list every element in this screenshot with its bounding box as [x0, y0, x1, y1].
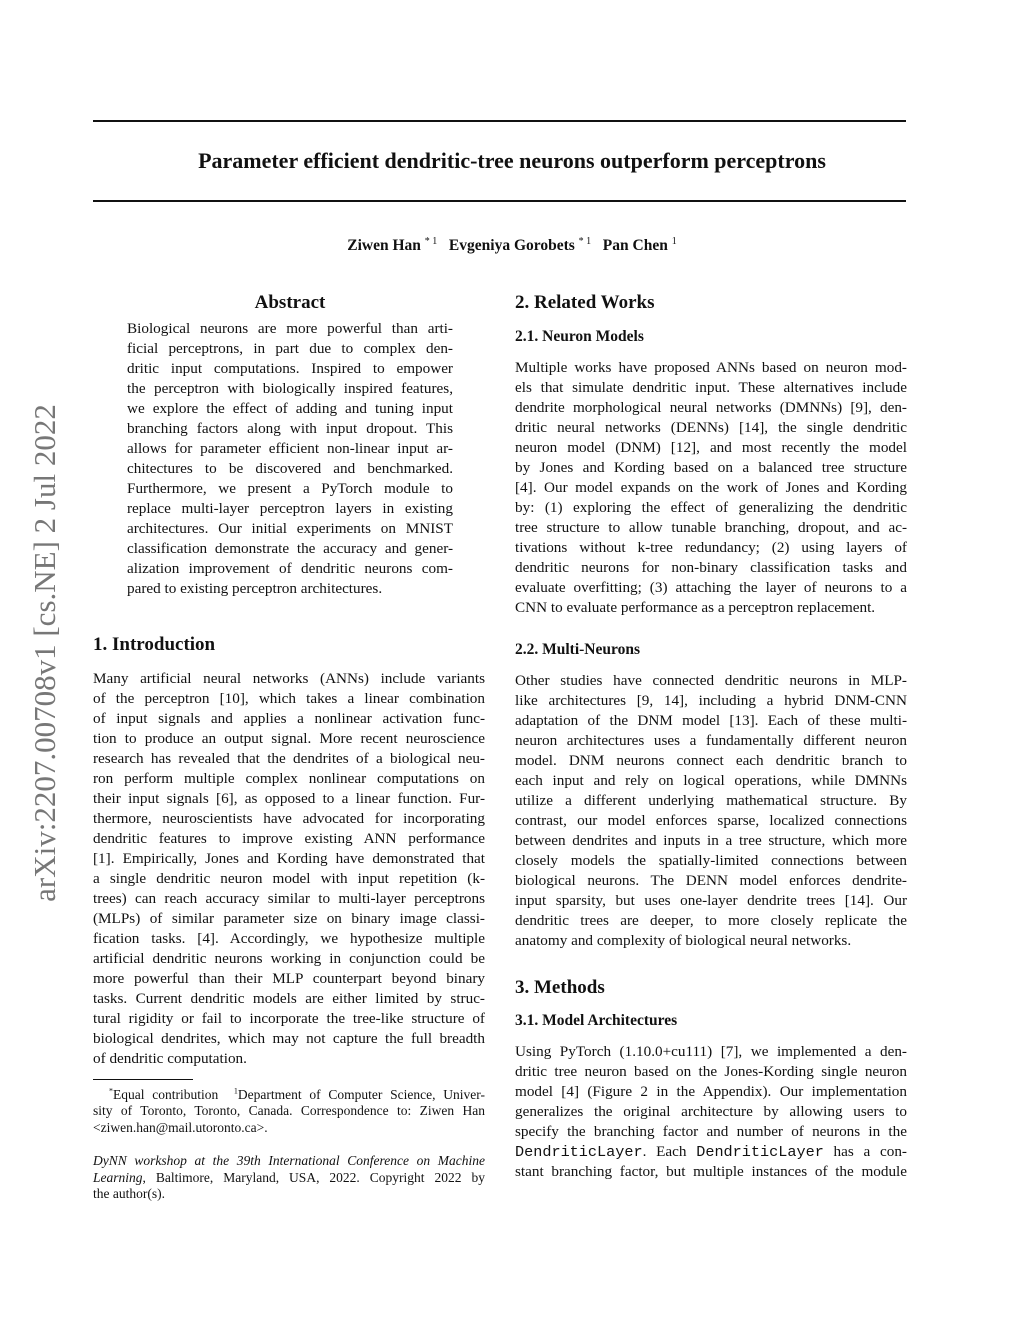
model-architectures-heading: 3.1. Model Architectures: [515, 1012, 678, 1029]
text-line: between dendrites and inputs in a tree structure, which more: [515, 832, 907, 849]
text-line: tion to produce an output signal. More recent neuroscience: [93, 730, 485, 747]
author-list: Ziwen Han $^{* 1}$ Evgeniya Gorobets $^{* 1}$ Pan Chen $^1$: [347, 236, 677, 255]
text-line: generalizes the original architecture by allowing users to: [515, 1103, 907, 1120]
text-line: of input signals and applies a nonlinear activation func-: [93, 710, 485, 727]
text-line: contrast, our model enforces sparse, localized connections: [515, 812, 907, 829]
neuron-models-text: [515, 358, 907, 618]
text-line: architectures. Our initial experiments on MNIST: [127, 520, 453, 537]
text-line: by Jones and Kording based on a balanced tree structure: [515, 459, 907, 476]
text-line: model [4] (Figure 2 in the Appendix). Our implementation: [515, 1083, 907, 1100]
text-line: branching factors along with input dropout. This: [127, 420, 453, 437]
text-line: neuron architectures uses a fundamentally different neuron: [515, 732, 907, 749]
text-line: (MLPs) of similar parameter size on binary image classi-: [93, 910, 485, 927]
text-line: by: (1) exploring the effect of generalizing the dendritic: [515, 499, 907, 516]
text-line: the perceptron with biologically inspired features,: [127, 380, 453, 397]
text-line: neuron model (DNM) [12], and most recently the model: [515, 439, 907, 456]
introduction-heading: 1. Introduction: [93, 634, 216, 655]
multi-neurons-text: [515, 671, 907, 951]
author-name: Ziwen Han: [347, 237, 421, 255]
text-line: pared to existing perceptron architectures.: [127, 580, 383, 597]
text-line: Multiple works have proposed ANNs based on neuron mod-: [515, 359, 907, 376]
text-line: CNN to evaluate performance as a perceptron replacement.: [515, 599, 876, 616]
text-line: specify the branching factor and number of neurons in the: [515, 1123, 907, 1140]
text-line: els that simulate dendritic input. These alternatives include: [515, 379, 907, 396]
text-line: [4]. Our model expands on the work of Jones and Kording: [515, 479, 907, 496]
author-name: Evgeniya Gorobets: [448, 237, 575, 255]
text-line: ficial perceptrons, in part due to complex den-: [127, 340, 453, 357]
text-line: Many artificial neural networks (ANNs) include variants: [93, 670, 485, 687]
text-line: of dendritic computation.: [93, 1050, 247, 1067]
text-line: thermore, neuroscientists have advocated for incorporating: [93, 810, 485, 827]
text-line: model. DNM neurons connect each dendritic branch to: [515, 752, 907, 769]
text-line: biological dendrites, which may not capture the full breadth: [93, 1030, 485, 1047]
text-line: tasks. Current dendritic models are either limited by struc-: [93, 990, 485, 1007]
abstract-text: [127, 319, 453, 599]
text-line: closely models the spatially-limited connections between: [515, 852, 907, 869]
text-line: of the perceptron [10], which takes a linear combination: [93, 690, 485, 707]
text-line: alization improvement of dendritic neurons com-: [127, 560, 453, 577]
title-bottom-rule: [93, 200, 906, 202]
text-line: dritic input computations. Inspired to empower: [127, 360, 453, 377]
text-line: trees) can reach accuracy similar to multi-layer perceptrons: [93, 890, 485, 907]
text-line: replace multi-layer perceptron layers in existing: [127, 500, 453, 517]
introduction-text: [93, 669, 485, 1069]
text-line: their input signals [6], as opposed to a linear function. Fur-: [93, 790, 485, 807]
text-line: tural rigidity or fail to incorporate the tree-like structure of: [93, 1010, 485, 1027]
related-works-heading: 2. Related Works: [515, 292, 655, 313]
text-line: ron perform multiple complex nonlinear computations on: [93, 770, 485, 787]
text-line: Furthermore, we present a PyTorch module to: [127, 480, 453, 497]
text-line: dritic tree neuron based on the Jones-Kording single neuron: [515, 1063, 907, 1080]
text-line: Other studies have connected dendritic neurons in MLP-: [515, 672, 907, 689]
text-line: research has revealed that the dendrites of a biological neu-: [93, 750, 485, 767]
author-name: Pan Chen: [602, 237, 668, 255]
text-line: allows for parameter efficient non-linear input ar-: [127, 440, 453, 457]
footnote-rule: [93, 1079, 193, 1080]
text-line: dendritic trees are deeper, to more closely replicate the: [515, 912, 907, 929]
text-line: artificial dendritic neurons working in conjunction could be: [93, 950, 485, 967]
text-line: dendrite morphological neural networks (DMNNs) [9], den-: [515, 399, 907, 416]
text-line: like architectures [9, 14], including a hybrid DNM-CNN: [515, 692, 907, 709]
text-line: chitectures to be discovered and benchmarked.: [127, 460, 453, 477]
text-line: evaluate overfitting; (3) attaching the layer of neurons to a: [515, 579, 907, 596]
arxiv-identifier: arXiv:2207.00708v1 [cs.NE] 2 Jul 2022: [27, 403, 62, 902]
methods-heading: 3. Methods: [515, 977, 605, 998]
text-line: dendritic features to improve existing ANN performance: [93, 830, 485, 847]
text-line: dendritic neurons for non-binary classification tasks and: [515, 559, 907, 576]
text-line: biological neurons. The DENN model enforces dendrite-: [515, 872, 907, 889]
text-line: tivations without k-tree redundancy; (2) using layers of: [515, 539, 907, 556]
text-line: adaptation of the DNM model [13]. Each of these multi-: [515, 712, 907, 729]
model-architectures-text: Using PyTorch (1.10.0+cu111) [7], we implemented a den- dritic tree neuron based on the Jones-Kording single neuron model [4] (Figure 2 in the Appendix). Our implementation generalizes the original architecture by allowing users to specify the branching factor and number of neurons in the DendriticLayer. Each DendriticLayer has a con- stant branching factor, but multiple instances of the module: [515, 1043, 907, 1180]
text-line: Biological neurons are more powerful than arti-: [127, 320, 453, 337]
text-line: dritic neural networks (DENNs) [14], the single dendritic: [515, 419, 907, 436]
text-line: Using PyTorch (1.10.0+cu111) [7], we implemented a den-: [515, 1043, 907, 1060]
text-line: a single dendritic neuron model with input repetition (k-: [93, 870, 485, 887]
footnote: *Equal contribution $^1$Department of Computer Science, Univer- sity of Toronto, Toronto, Canada. Correspondence to: Ziwen Han <ziwen.han@mail.utoronto.ca>. DyNN workshop at the 39th International Conference on Machine Learning, Baltimore, Maryland, USA, 2022. Copyright 2022 by the author(s).: [93, 1086, 486, 1201]
text-line: anatomy and complexity of biological neural networks.: [515, 932, 852, 949]
neuron-models-heading: 2.1. Neuron Models: [515, 328, 644, 345]
text-line: more powerful than their MLP counterpart beyond binary: [93, 970, 485, 987]
text-line: [1]. Empirically, Jones and Kording have demonstrated that: [93, 850, 485, 867]
text-line: utilize a different underlying mathematical structure. By: [515, 792, 907, 809]
multi-neurons-heading: 2.2. Multi-Neurons: [515, 641, 641, 658]
text-line: input sparsity, but uses one-layer dendrite trees [14]. Our: [515, 892, 907, 909]
text-line: fication tasks. [4]. Accordingly, we hypothesize multiple: [93, 930, 485, 947]
text-line: we explore the effect of adding and tuning input: [127, 400, 453, 417]
paper-title: Parameter efficient dendritic-tree neurons outperform perceptrons: [198, 148, 826, 173]
top-rule: [93, 120, 906, 122]
abstract-heading: Abstract: [254, 292, 326, 313]
text-line: tree structure to allow tunable branching, dropout, and ac-: [515, 519, 907, 536]
text-line: each input and rely on logical operations, while DMNNs: [515, 772, 907, 789]
text-line: classification demonstrate the accuracy and gener-: [127, 540, 453, 557]
